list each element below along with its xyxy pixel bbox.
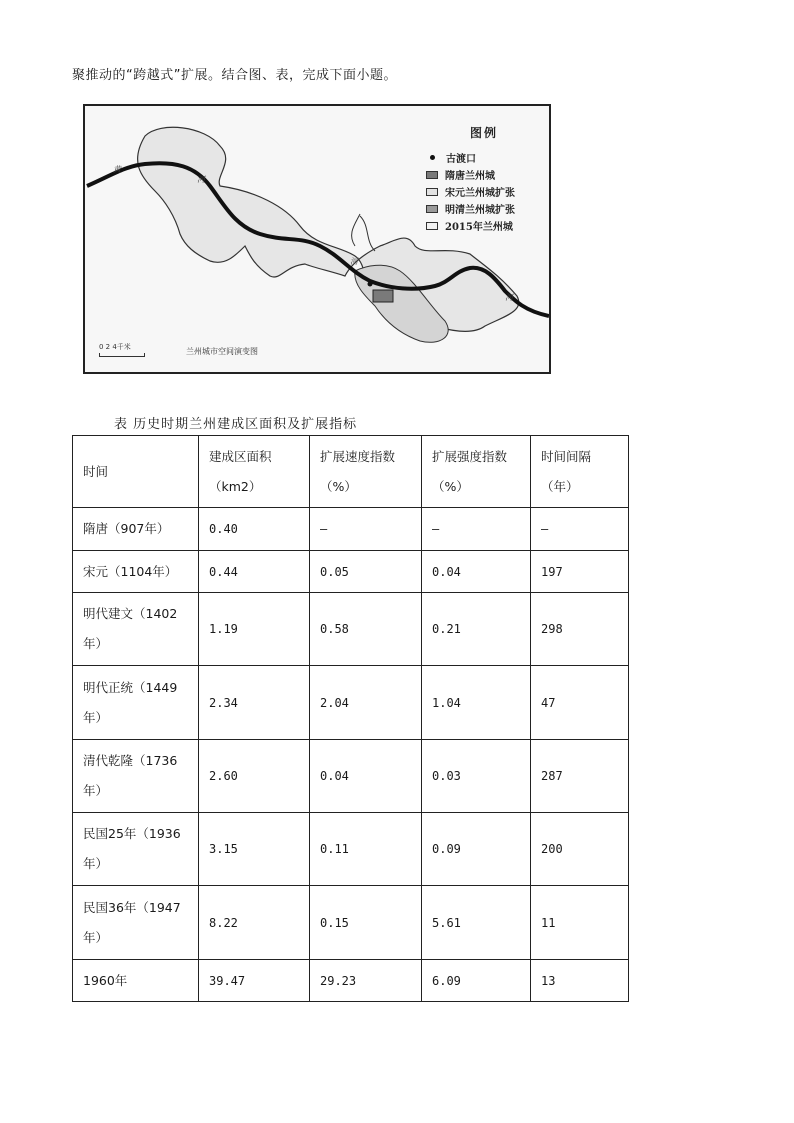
cell-interval: 11 — [531, 886, 629, 960]
cell-period: 明代建文（1402 年） — [73, 593, 199, 666]
cell-intensity: 0.03 — [422, 740, 531, 813]
legend-label: 隋唐兰州城 — [445, 171, 495, 182]
cell-period: 民国25年（1936 年） — [73, 813, 199, 886]
scale-bar — [99, 353, 145, 357]
cell-period: 民国36年（1947 年） — [73, 886, 199, 960]
cell-speed: 0.15 — [310, 886, 422, 960]
cell-intensity: 6.09 — [422, 960, 531, 1002]
cell-area: 2.60 — [199, 740, 310, 813]
cell-speed: — — [310, 508, 422, 551]
map-figure — [83, 104, 551, 374]
legend-label: 2015年兰州城 — [445, 222, 513, 233]
sui-tang-city — [373, 290, 393, 302]
tributary — [352, 214, 375, 251]
legend-item — [426, 149, 515, 166]
scale-label: 0 2 4千米 — [99, 343, 131, 351]
cell-interval: 13 — [531, 960, 629, 1002]
cell-speed: 0.04 — [310, 740, 422, 813]
swatch-icon — [426, 222, 438, 230]
cell-area: 1.19 — [199, 593, 310, 666]
cell-interval: 287 — [531, 740, 629, 813]
cell-speed: 0.11 — [310, 813, 422, 886]
cell-interval: — — [531, 508, 629, 551]
cell-interval: 47 — [531, 666, 629, 740]
cell-period: 1960年 — [73, 960, 199, 1002]
river-label-1: 河 — [197, 175, 205, 184]
cell-intensity: 1.04 — [422, 666, 531, 740]
legend-label: 宋元兰州城扩张 — [445, 188, 515, 199]
legend-item — [426, 217, 515, 234]
swatch-icon — [426, 188, 438, 196]
map-scale — [99, 342, 145, 357]
table-row — [73, 551, 629, 593]
legend-item — [426, 200, 515, 217]
table-row — [73, 886, 629, 960]
cell-period: 清代乾隆（1736 年） — [73, 740, 199, 813]
legend-item — [426, 183, 515, 200]
header-cell: 时间 — [73, 436, 199, 508]
legend-label: 古渡口 — [446, 154, 476, 165]
cell-period: 宋元（1104年） — [73, 551, 199, 593]
cell-area: 0.40 — [199, 508, 310, 551]
cell-speed: 2.04 — [310, 666, 422, 740]
cell-area: 8.22 — [199, 886, 310, 960]
cell-interval: 298 — [531, 593, 629, 666]
river-label-left: 黄 — [113, 165, 121, 174]
table-row — [73, 813, 629, 886]
legend-item — [426, 166, 515, 183]
legend-label: 明清兰州城扩张 — [445, 205, 515, 216]
table-row — [73, 666, 629, 740]
cell-interval: 197 — [531, 551, 629, 593]
cell-area: 39.47 — [199, 960, 310, 1002]
swatch-icon — [426, 205, 438, 213]
cell-period: 隋唐（907年） — [73, 508, 199, 551]
header-cell: 扩展强度指数 （%） — [422, 436, 531, 508]
data-table — [72, 435, 629, 1002]
cell-area: 3.15 — [199, 813, 310, 886]
cell-speed: 29.23 — [310, 960, 422, 1002]
table-header-row — [73, 436, 629, 508]
table-row — [73, 593, 629, 666]
river-label-3: 河 — [505, 293, 513, 302]
legend-title: 图例 — [470, 126, 499, 140]
map-caption: 兰州城市空间演变图 — [186, 347, 258, 356]
header-cell: 扩展速度指数 （%） — [310, 436, 422, 508]
cell-period: 明代正统（1449 年） — [73, 666, 199, 740]
cell-intensity: — — [422, 508, 531, 551]
table-row — [73, 740, 629, 813]
ferry-dot-icon — [430, 155, 435, 160]
cell-area: 0.44 — [199, 551, 310, 593]
swatch-icon — [426, 171, 438, 179]
header-cell: 建成区面积 （km2） — [199, 436, 310, 508]
table-row — [73, 508, 629, 551]
cell-area: 2.34 — [199, 666, 310, 740]
cell-intensity: 0.21 — [422, 593, 531, 666]
header-cell: 时间间隔 （年） — [531, 436, 629, 508]
cell-intensity: 0.04 — [422, 551, 531, 593]
cell-intensity: 5.61 — [422, 886, 531, 960]
intro-text: 聚推动的“跨越式”扩展。结合图、表，完成下面小题。 — [72, 68, 397, 83]
cell-speed: 0.58 — [310, 593, 422, 666]
table-caption: 表 历史时期兰州建成区面积及扩展指标 — [114, 417, 358, 432]
cell-speed: 0.05 — [310, 551, 422, 593]
table-row — [73, 960, 629, 1002]
cell-interval: 200 — [531, 813, 629, 886]
river-label-2: 河 — [350, 257, 358, 266]
map-legend — [426, 124, 515, 234]
cell-intensity: 0.09 — [422, 813, 531, 886]
ancient-ferry-dot — [368, 282, 373, 287]
